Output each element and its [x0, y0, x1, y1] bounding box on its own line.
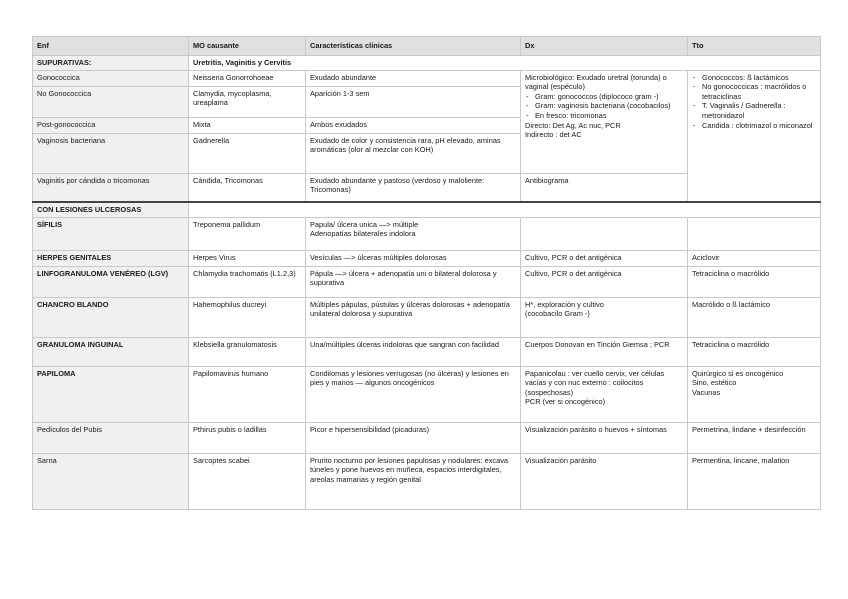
- tto: Macrólido o ß lactámico: [688, 297, 821, 337]
- disease-name: GRANULOMA INGUINAL: [33, 337, 189, 366]
- microorganism: Treponema pallidum: [189, 217, 306, 250]
- clinical: Múltiples pápulas, pústulas y úlceras dolorosas + adenopatía unilateral dolorosa y supurativa: [306, 297, 521, 337]
- clinical: Pápula —> úlcera + adenopatía uni o bilateral dolorosa y supurativa: [306, 266, 521, 297]
- microorganism: Gadnerella: [189, 133, 306, 173]
- dx: Visualización parásito o huevos + síntomas: [521, 422, 688, 453]
- dx-list: [525, 92, 683, 121]
- disease-name: Vaginitis por cándida o tricomonas: [33, 173, 189, 202]
- table-row: [33, 70, 821, 86]
- microorganism: Herpes Virus: [189, 250, 306, 266]
- tto-list: [692, 73, 816, 131]
- list-item: - Gram: gonococcos (diplococo gram -): [535, 92, 683, 102]
- disease-name: No Gonococcica: [33, 86, 189, 117]
- table-row: [33, 217, 821, 250]
- clinical: Exudado abundante y pastoso (verdoso y maloliente: Tricomonas): [306, 173, 521, 202]
- tto: Tetraciclina o macrólido: [688, 266, 821, 297]
- tto: Permetrina, lindane + desinfección: [688, 422, 821, 453]
- microorganism: Cándida, Tricomonas: [189, 173, 306, 202]
- col-header-tto: Tto: [688, 37, 821, 56]
- microorganism: Hahemophilus ducreyi: [189, 297, 306, 337]
- section-note-empty: [189, 202, 821, 217]
- clinical: Vesículas —> úlceras múltiples dolorosas: [306, 250, 521, 266]
- clinical: Exudado de color y consistencia rara, pH elevado, aminas aromáticas (olor al mezclar con KOH): [306, 133, 521, 173]
- section-title: SUPURATIVAS:: [33, 56, 189, 71]
- microorganism: Mixta: [189, 117, 306, 133]
- microorganism: Pthirus pubis o ladillas: [189, 422, 306, 453]
- tto-shared: [688, 70, 821, 202]
- table-row: [33, 297, 821, 337]
- dx-shared: [521, 70, 688, 173]
- disease-name: Gonococcica: [33, 70, 189, 86]
- dx: [521, 217, 688, 250]
- disease-name: PAPILOMA: [33, 366, 189, 422]
- dx: Antibiograma: [521, 173, 688, 202]
- tto: Aciclovir: [688, 250, 821, 266]
- std-table: [32, 36, 821, 510]
- col-header-clin: Características clínicas: [306, 37, 521, 56]
- disease-name: SÍFILIS: [33, 217, 189, 250]
- microorganism: Klebsiella granulomatosis: [189, 337, 306, 366]
- microorganism: Papilomavirus humano: [189, 366, 306, 422]
- std-table-sheet: [32, 36, 820, 510]
- dx: H*, exploración y cultivo (cocobacilo Gram -): [521, 297, 688, 337]
- dx: Cultivo, PCR o det antigénica: [521, 250, 688, 266]
- header-row: [33, 37, 821, 56]
- dx: Papanicolau : ver cuello cervix, ver células vacías y con nuc externo : coilocitos (sospechosas) PCR (ver si oncogénico): [521, 366, 688, 422]
- tto: Permentina, lincane, malation: [688, 453, 821, 509]
- table-row: [33, 250, 821, 266]
- clinical: Una/múltiples úlceras indoloras que sangran con facilidad: [306, 337, 521, 366]
- disease-name: Pedículos del Pubis: [33, 422, 189, 453]
- microorganism: Sarcoptes scabei: [189, 453, 306, 509]
- clinical: Condilomas y lesiones verrugosas (no úlceras) y lesiones en pies y manos — algunos oncogénicos: [306, 366, 521, 422]
- section-supurativas: [33, 56, 821, 71]
- disease-name: CHANCRO BLANDO: [33, 297, 189, 337]
- microorganism: Neisseria Gonorrohoeae: [189, 70, 306, 86]
- dx: Cultivo, PCR o det antigénica: [521, 266, 688, 297]
- list-item: - Candida : clotrimazol o miconazol: [702, 121, 816, 131]
- clinical: Aparición 1-3 sem: [306, 86, 521, 117]
- section-ulcerosas: [33, 202, 821, 217]
- table-row: [33, 453, 821, 509]
- tto: Quirúrgico si es oncogénico Sino, estético Vacunas: [688, 366, 821, 422]
- disease-name: Sarna: [33, 453, 189, 509]
- disease-name: HERPES GENITALES: [33, 250, 189, 266]
- microorganism: Clamydia, mycoplasma, ureaplama: [189, 86, 306, 117]
- clinical: Papula/ úlcera unica —> múltiple Adenopatías bilaterales indolora: [306, 217, 521, 250]
- disease-name: Vaginosis bacteriana: [33, 133, 189, 173]
- section-title: CON LESIONES ULCEROSAS: [33, 202, 189, 217]
- list-item: - Gonococcos: ß lactámicos: [702, 73, 816, 83]
- col-header-mo: MO causante: [189, 37, 306, 56]
- disease-name: LINFOGRANULOMA VENÉREO (LGV): [33, 266, 189, 297]
- dx: Visualización parásito: [521, 453, 688, 509]
- table-row: [33, 366, 821, 422]
- microorganism: Chlamydia trachomatis (L1,2,3): [189, 266, 306, 297]
- tto: Tetraciclina o macrólido: [688, 337, 821, 366]
- tto: [688, 217, 821, 250]
- dx: Cuerpos Donovan en Tinción Giemsa ; PCR: [521, 337, 688, 366]
- dx-indirect: Indirecto : det AC: [525, 130, 582, 140]
- list-item: - Gram: vaginosis bacteriana (cocobacilos): [535, 101, 683, 111]
- clinical: Exudado abundante: [306, 70, 521, 86]
- section-note: Uretritis, Vaginitis y Cervitis: [189, 56, 821, 71]
- clinical: Prurito nocturno por lesiones papulosas y nodulares: excava túneles y pone huevos en muñeca, espacios interdigitales, areolas mamarias y región genital: [306, 453, 521, 509]
- clinical: Picor e hipersensibilidad (picaduras): [306, 422, 521, 453]
- clinical: Ambos exudados: [306, 117, 521, 133]
- col-header-dx: Dx: [521, 37, 688, 56]
- table-row: [33, 266, 821, 297]
- table-row: [33, 337, 821, 366]
- col-header-enf: Enf: [33, 37, 189, 56]
- table-row: [33, 422, 821, 453]
- list-item: - No gonococcicas : macrólidos o tetraciclinas: [702, 82, 816, 101]
- dx-direct: Directo: Det Ag, Ac nuc, PCR: [525, 120, 621, 130]
- list-item: - En fresco: tricomonas: [535, 111, 683, 121]
- disease-name: Post-gonococcica: [33, 117, 189, 133]
- dx-intro: Microbiológico: Exudado uretral (torunda) o vaginal (espéculo): [525, 72, 667, 92]
- list-item: - T. Vaginalis / Gadnerella : metronidazol: [702, 101, 816, 120]
